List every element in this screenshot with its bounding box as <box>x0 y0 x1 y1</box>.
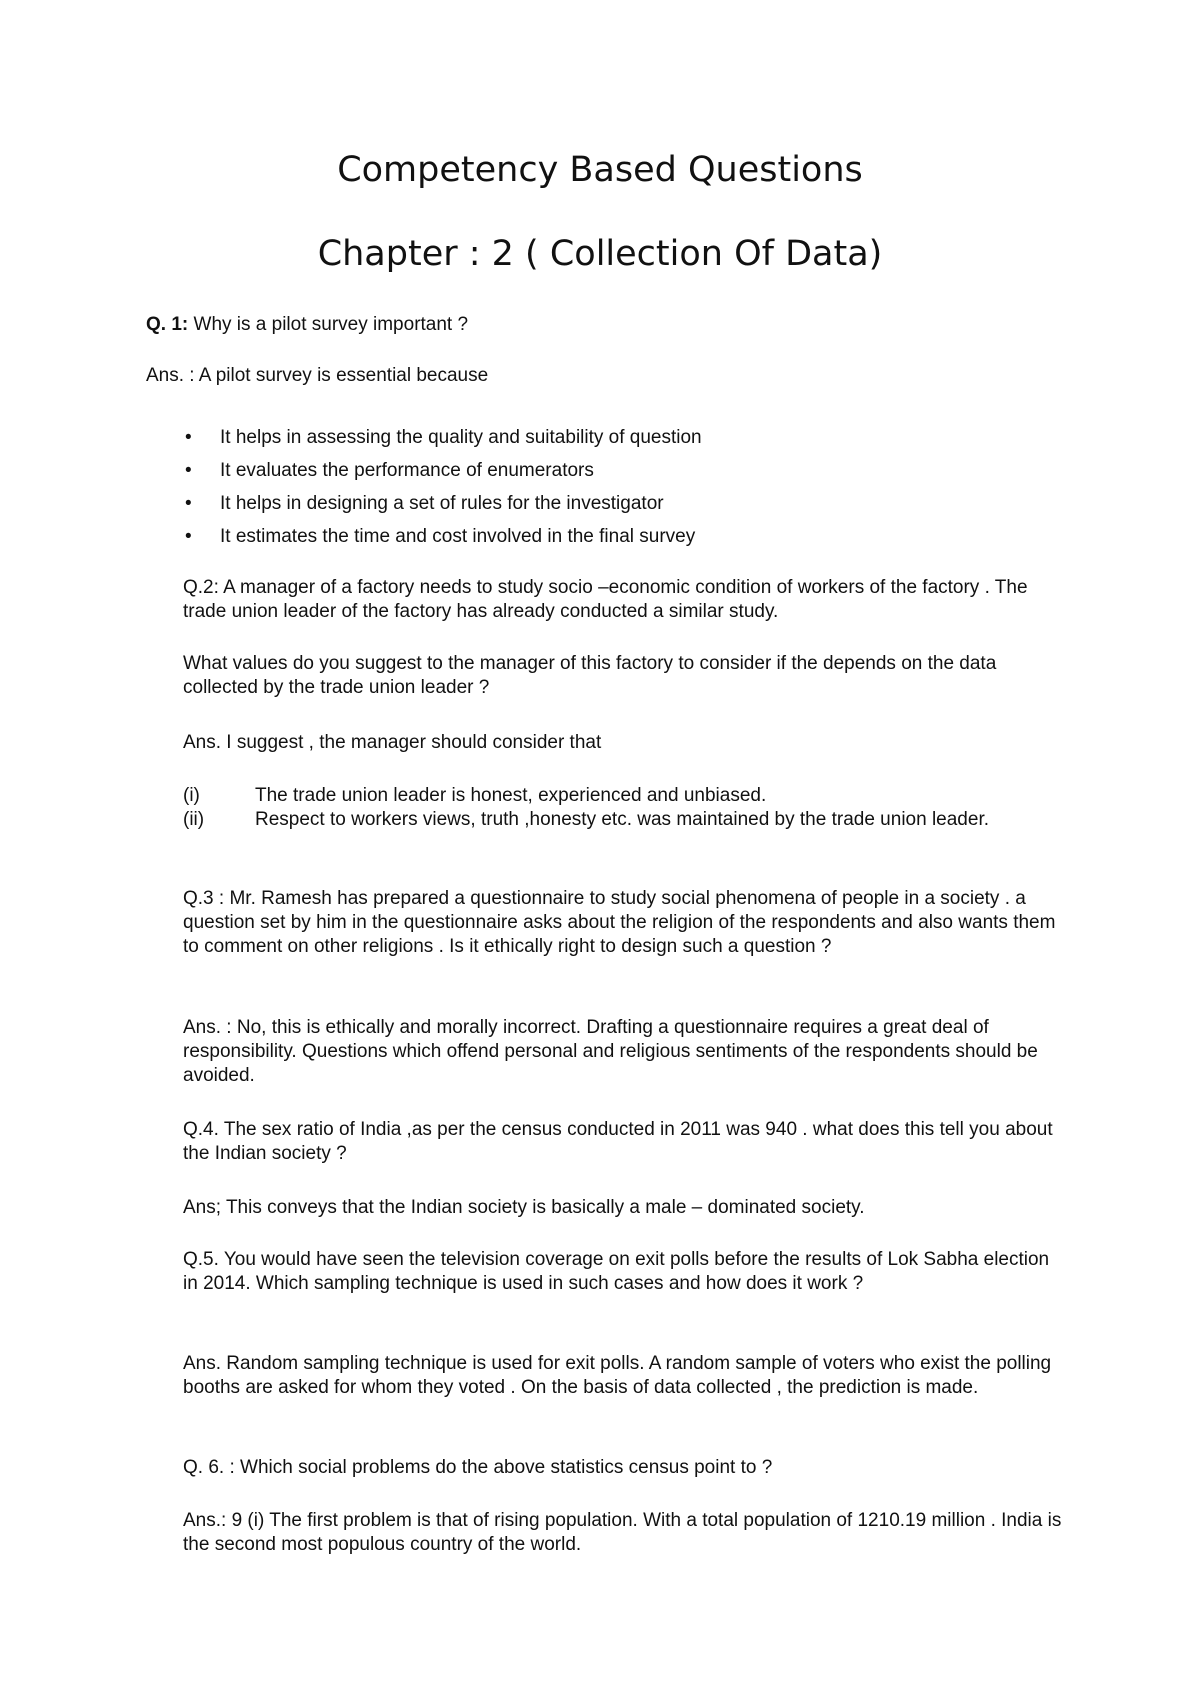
bullet-icon: • <box>185 427 192 448</box>
answer-4: Ans; This conveys that the Indian society is basically a male – dominated society. <box>183 1197 865 1218</box>
list-number: (i) <box>183 785 200 806</box>
answer-5: Ans. Random sampling technique is used for exit polls. A random sample of voters who exist the polling booths are asked for whom they voted . On the basis of data collected , the prediction is made. <box>183 1353 1052 1398</box>
list-item-text: Respect to workers views, truth ,honesty etc. was maintained by the trade union leader. <box>255 809 989 830</box>
list-item: • It estimates the time and cost involved in the final survey <box>185 520 702 553</box>
question-2: Q.2: A manager of a factory needs to study socio –economic condition of workers of the factory . The trade union leader of the factory has already conducted a similar study. <box>183 577 1028 622</box>
question-1-label: Q. 1: <box>146 314 189 335</box>
list-item: • It helps in assessing the quality and suitability of question <box>185 421 702 454</box>
question-4: Q.4. The sex ratio of India ,as per the census conducted in 2011 was 940 . what does this tell you about the Indian society ? <box>183 1119 1053 1164</box>
list-item-text: The trade union leader is honest, experienced and unbiased. <box>255 785 767 806</box>
question-1-text: Why is a pilot survey important ? <box>188 314 469 335</box>
question-6: Q. 6. : Which social problems do the above statistics census point to ? <box>183 1457 773 1478</box>
list-item: • It evaluates the performance of enumerators <box>185 454 702 487</box>
question-5: Q.5. You would have seen the television coverage on exit polls before the results of Lok Sabha election in 2014. Which sampling technique is used in such cases and how does it work ? <box>183 1249 1050 1294</box>
question-3: Q.3 : Mr. Ramesh has prepared a questionnaire to study social phenomena of people in a society . a question set by him in the questionnaire asks about the religion of the respondents and also wants them to comment on other religions . Is it ethically right to design such a question ? <box>183 888 1056 957</box>
list-number: (ii) <box>183 809 205 830</box>
answer-3: Ans. : No, this is ethically and morally incorrect. Drafting a questionnaire requires a great deal of responsibility. Questions which offend personal and religious sentiments of the respondents should be avoided. <box>183 1017 1038 1086</box>
answer-2-intro: Ans. I suggest , the manager should consider that <box>183 732 602 753</box>
list-item: • It helps in designing a set of rules for the investigator <box>185 487 702 520</box>
chapter-heading: Chapter : 2 ( Collection Of Data) <box>317 234 883 274</box>
answer-1-list <box>185 421 702 553</box>
bullet-icon: • <box>185 460 192 481</box>
question-2-sub: What values do you suggest to the manager of this factory to consider if the depends on the data collected by the trade union leader ? <box>183 653 997 698</box>
bullet-icon: • <box>185 493 192 514</box>
question-1 <box>146 313 468 337</box>
answer-1-intro: Ans. : A pilot survey is essential because <box>146 365 489 386</box>
document-title: Competency Based Questions <box>337 150 863 190</box>
bullet-icon: • <box>185 526 192 547</box>
answer-6: Ans.: 9 (i) The first problem is that of rising population. With a total population of 1210.19 million . India is the second most populous country of the world. <box>183 1510 1062 1555</box>
